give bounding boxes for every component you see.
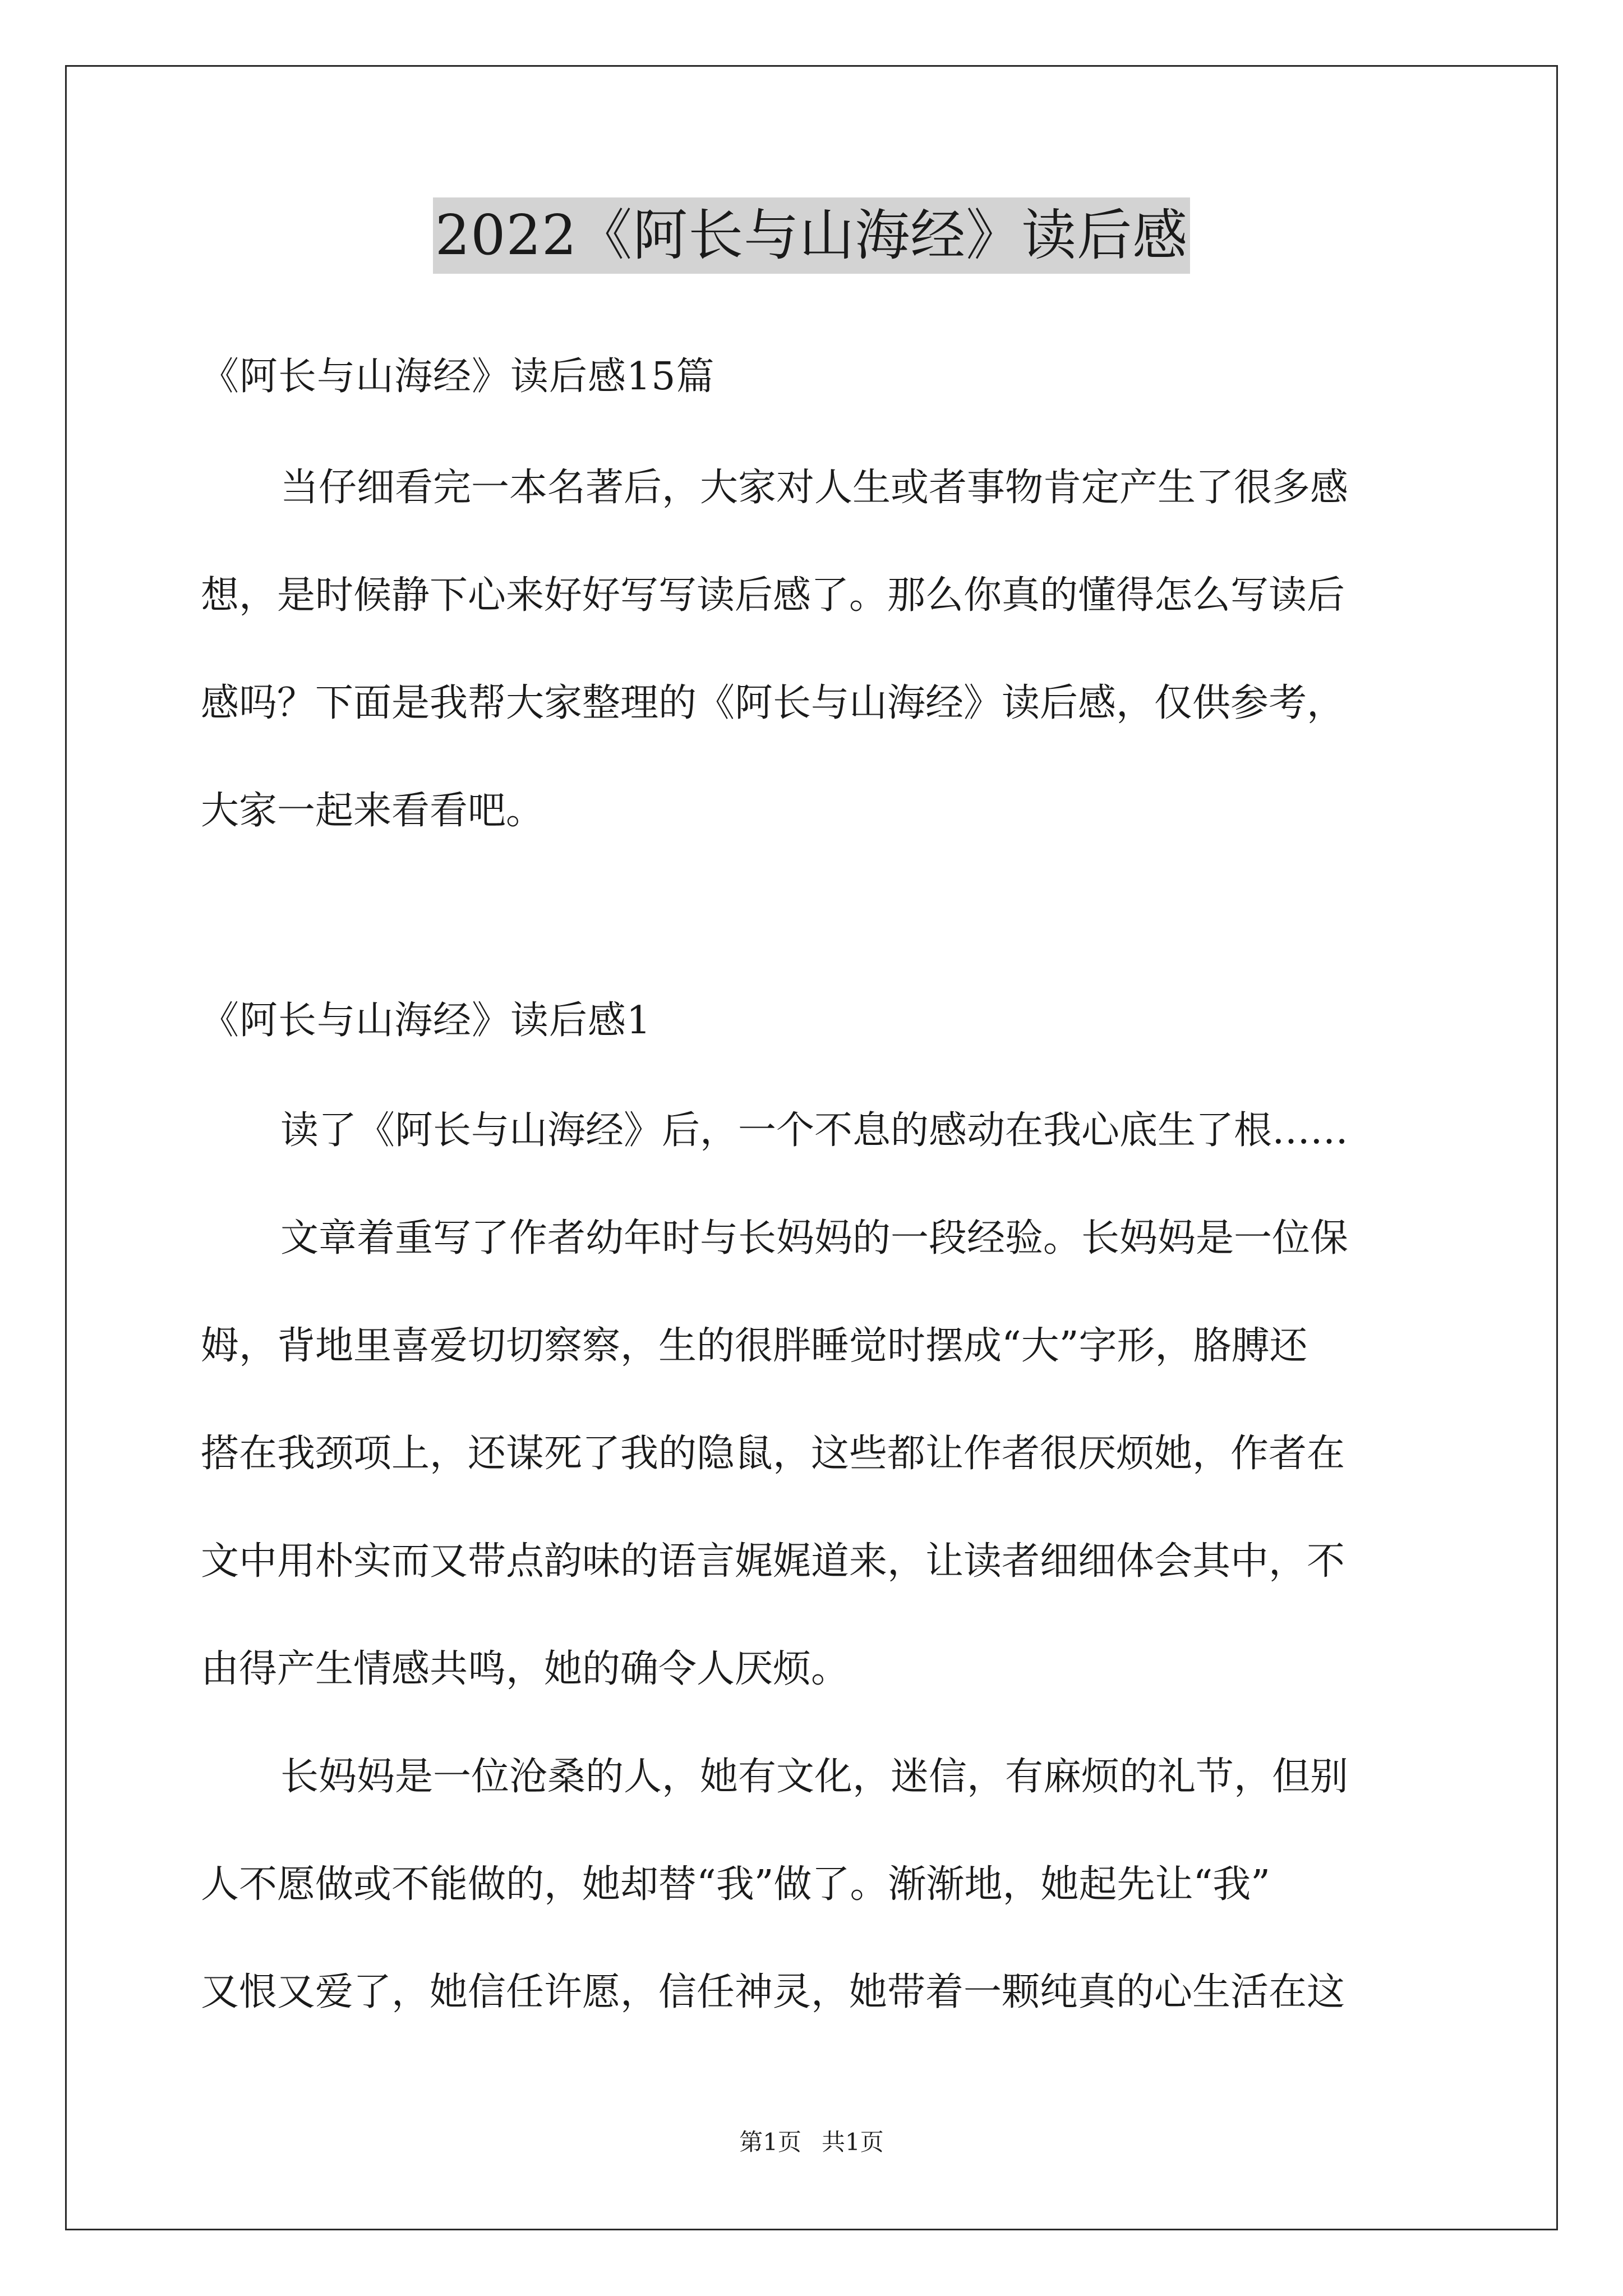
body-line: 长妈妈是一位沧桑的人，她有文化，迷信，有麻烦的礼节，但别: [280, 1755, 1349, 1799]
body-line: 人不愿做或不能做的，她却替“我”做了。渐渐地，她起先让“我”: [201, 1862, 1271, 1907]
body-line: 又恨又爱了，她信任许愿，信任神灵，她带着一颗纯真的心生活在这: [201, 1970, 1345, 2014]
intro-line: 大家一起来看看吧。: [201, 789, 545, 833]
body-line: 读了《阿长与山海经》后，一个不息的感动在我心底生了根……: [280, 1108, 1349, 1153]
title-container: [0, 197, 1623, 274]
body-line: 文章着重写了作者幼年时与长妈妈的一段经验。长妈妈是一位保: [280, 1216, 1349, 1260]
body-line: 搭在我颈项上，还谋死了我的隐鼠，这些都让作者很厌烦她，作者在: [201, 1432, 1345, 1476]
page-total: 共1页: [822, 2128, 884, 2156]
body-line: 由得产生情感共鸣，她的确令人厌烦。: [201, 1647, 850, 1691]
page-footer: [0, 2128, 1623, 2156]
body-line: 姆，背地里喜爱切切察察，生的很胖睡觉时摆成“大”字形，胳膊还: [201, 1324, 1308, 1368]
intro-line: 想，是时候静下心来好好写写读后感了。那么你真的懂得怎么写读后: [201, 573, 1345, 618]
body-line: 文中用朴实而又带点韵味的语言娓娓道来，让读者细细体会其中，不: [201, 1539, 1345, 1584]
intro-line: 当仔细看完一本名著后，大家对人生或者事物肯定产生了很多感: [280, 466, 1349, 510]
section-heading: 《阿长与山海经》读后感1: [201, 999, 652, 1043]
intro-line: 感吗？下面是我帮大家整理的《阿长与山海经》读后感，仅供参考，: [201, 681, 1345, 725]
subtitle: 《阿长与山海经》读后感15篇: [201, 355, 715, 399]
document-title: 2022《阿长与山海经》读后感: [433, 197, 1190, 274]
page-number: 第1页: [739, 2128, 801, 2156]
